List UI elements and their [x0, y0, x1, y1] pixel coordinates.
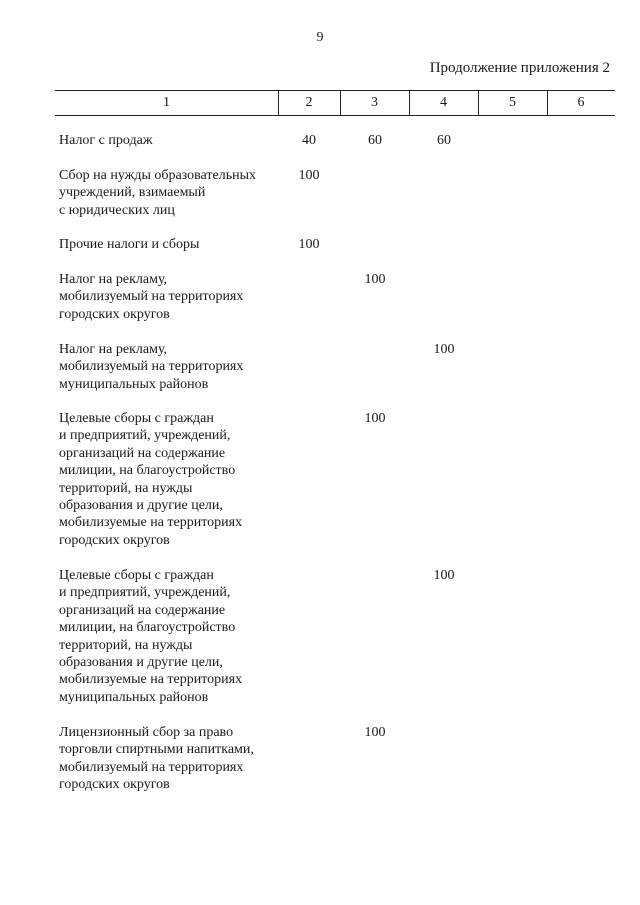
header-col-2: 2: [305, 95, 313, 110]
row-name: Прочие налоги и сборы: [59, 237, 200, 252]
continuation-label: Продолжение приложения 2: [429, 60, 610, 76]
page-number: 9: [316, 30, 324, 45]
row-name: Налог на рекламу, мобилизуемый на территориях городских округов: [59, 272, 244, 322]
row-value-col-3: 100: [364, 272, 386, 287]
row-name: Налог на рекламу, мобилизуемый на территориях муниципальных районов: [59, 342, 244, 392]
row-name: Целевые сборы с граждан и предприятий, учреждений, организаций на содержание милиции, на благоустройство территорий, на нужды образования и другие цели, мобилизуемые на территориях муниципальных районов: [59, 568, 243, 705]
row-name: Налог с продаж: [59, 133, 153, 148]
table-header: [55, 90, 615, 116]
row-value-col-4: 100: [433, 342, 455, 357]
row-name: Целевые сборы с граждан и предприятий, учреждений, организаций на содержание милиции, на благоустройство территорий, на нужды образования и другие цели, мобилизуемые на территориях городских округов: [59, 411, 243, 548]
row-name: Сбор на нужды образовательных учреждений, взимаемый с юридических лиц: [59, 168, 257, 218]
header-col-5: 5: [509, 95, 516, 110]
row-value-col-3: 60: [368, 133, 382, 148]
header-col-4: 4: [440, 95, 447, 110]
row-value-col-3: 100: [364, 725, 386, 740]
row-value-col-2: 100: [298, 237, 320, 252]
header-col-3: 3: [371, 95, 378, 110]
header-col-1: 1: [163, 95, 170, 110]
header-col-6: 6: [577, 95, 585, 110]
row-name: Лицензионный сбор за право торговли спиртными напитками, мобилизуемый на территориях городских округов: [59, 725, 254, 793]
row-value-col-4: 60: [437, 133, 451, 148]
row-value-col-4: 100: [433, 568, 455, 583]
row-value-col-2: 40: [302, 133, 316, 148]
row-value-col-3: 100: [364, 411, 386, 426]
row-value-col-2: 100: [298, 168, 320, 183]
